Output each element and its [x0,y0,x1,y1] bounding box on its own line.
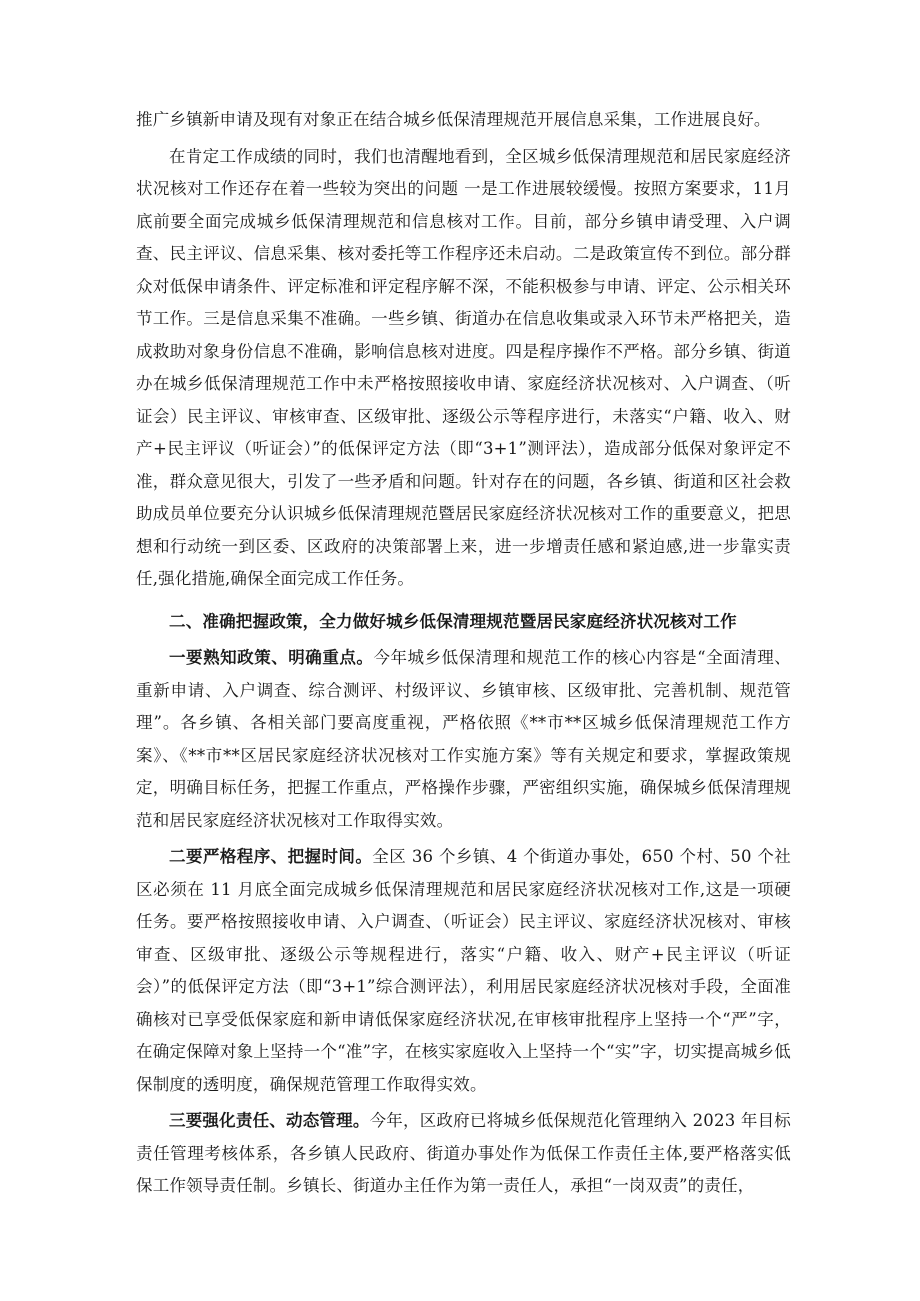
paragraph-lead: 一要熟知政策、明确重点。 [169,648,374,667]
paragraph-problems: 在肯定工作成绩的同时，我们也清醒地看到，全区城乡低保清理规范和居民家庭经济状况核对工作还存在着一些较为突出的问题 一是工作进展较缓慢。按照方案要求，11月底前要全面完成城乡低保清理规范和信息核对工作。目前，部分乡镇申请受理、入户调查、民主评议、信息采集、核对委托等工作程序还未启动。二是政策宣传不到位。部分群众对低保申请条件、评定标准和评定程序解不深，不能积极参与申请、评定、公示相关环节工作。三是信息采集不准确。一些乡镇、街道办在信息收集或录入环节未严格把关，造成救助对象身份信息不准确，影响信息核对进度。四是程序操作不严格。部分乡镇、街道办在城乡低保清理规范工作中未严格按照接收申请、家庭经济状况核对、入户调查、（听证会）民主评议、审核审查、区级审批、逐级公示等程序进行，未落实“户籍、收入、财产+民主评议（听证会）”的低保评定方法（即“3+1”测评法），造成部分低保对象评定不准，群众意见很大，引发了一些矛盾和问题。针对存在的问题，各乡镇、街道和区社会救助成员单位要充分认识城乡低保清理规范暨居民家庭经济状况核对工作的重要意义，把思想和行动统一到区委、区政府的决策部署上来，进一步增责任感和紧迫感,进一步靠实责任,强化措施,确保全面完成工作任务。 [136,146,791,588]
document-page [136,104,791,1207]
paragraph-body: 全区 36 个乡镇、4 个街道办事处，650 个村、50 个社区必须在 11 月底全面完成城乡低保清理规范和居民家庭经济状况核对工作,这是一项硬任务。要严格按照接收申请、入户调查、（听证会）民主评议、家庭经济状况核对、审核审查、区级审批、逐级公示等规程进行，落实“户籍、收入、财产+民主评议（听证会）”的低保评定方法（即“3+1”综合测评法），利用居民家庭经济状况核对手段，全面准确核对已享受低保家庭和新申请低保家庭经济状况,在审核审批程序上坚持一个“严”字，在确定保障对象上坚持一个“准”字，在核实家庭收入上坚持一个“实”字，切实提高城乡低保制度的透明度，确保规范管理工作取得实效。 [136,847,791,1094]
paragraph-policy-focus [136,642,791,837]
paragraph-body: 今年城乡低保清理和规范工作的核心内容是“全面清理、重新申请、入户调查、综合测评、村级评议、乡镇审核、区级审批、完善机制、规范管理”。各乡镇、各相关部门要高度重视，严格依照《**市**区城乡低保清理规范工作方案》、《**市**区居民家庭经济状况核对工作实施方案》等有关规定和要求，掌握政策规定，明确目标任务，把握工作重点，严格操作步骤，严密组织实施，确保城乡低保清理规范和居民家庭经济状况核对工作取得实效。 [136,648,791,830]
paragraph-continuation: 推广乡镇新申请及现有对象正在结合城乡低保清理规范开展信息采集，工作进展良好。 [136,110,771,129]
paragraph-body: 今年，区政府已将城乡低保规范化管理纳入 2023 年目标责任管理考核体系，各乡镇人民政府、街道办事处作为低保工作责任主体,要严格落实低保工作领导责任制。乡镇长、街道办主任作为第一责任人，承担“一岗双责”的责任， [136,1111,791,1195]
paragraph-lead: 二要严格程序、把握时间。 [169,847,373,866]
paragraph-procedure-time [136,841,791,1101]
paragraph-responsibility [136,1105,791,1203]
section-heading-2: 二、准确把握政策，全力做好城乡低保清理规范暨居民家庭经济状况核对工作 [169,611,737,631]
paragraph-lead: 三要强化责任、动态管理。 [169,1111,370,1130]
